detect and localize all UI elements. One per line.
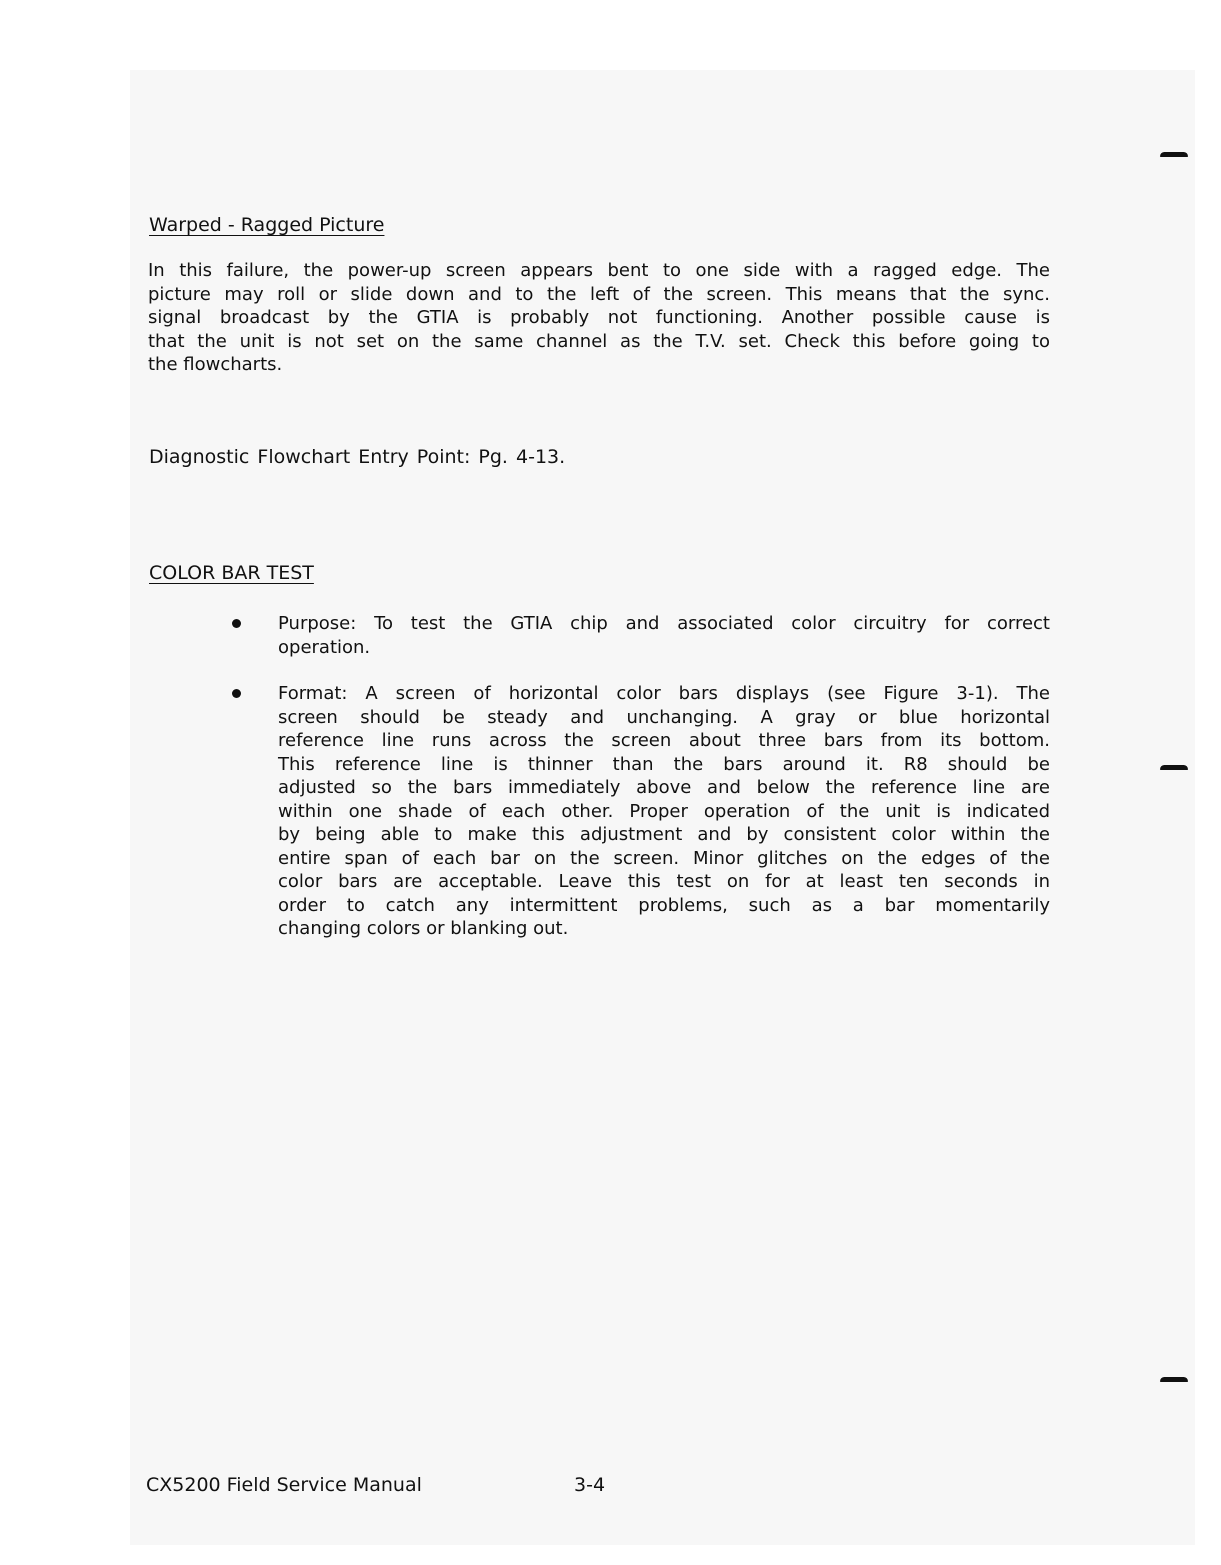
paragraph-line: picture may roll or slide down and to the left of the screen. This means that the sync. (148, 283, 1050, 305)
binder-hole-mark-top (1160, 152, 1188, 157)
format-line: This reference line is thinner than the bars around it. R8 should be (278, 753, 1050, 775)
section-heading-warped-picture: Warped - Ragged Picture (149, 214, 385, 236)
format-line: reference line runs across the screen about three bars from its bottom. (278, 730, 1050, 751)
paragraph-line: signal broadcast by the GTIA is probably not functioning. Another possible cause is (148, 307, 1050, 328)
paragraph-line: that the unit is not set on the same channel as the T.V. set. Check this before going to (148, 330, 1050, 352)
warped-picture-paragraph (148, 259, 1050, 377)
purpose-line: operation. (278, 636, 371, 658)
format-text (278, 682, 1050, 941)
format-line: entire span of each bar on the screen. Minor glitches on the edges of the (278, 847, 1050, 869)
format-line: Format: A screen of horizontal color bars displays (see Figure 3-1). The (278, 683, 1050, 704)
format-line: order to catch any intermittent problems, such as a bar momentarily (278, 894, 1050, 916)
binder-hole-mark-bottom (1160, 1377, 1188, 1382)
paragraph-line: In this failure, the power-up screen appears bent to one side with a ragged edge. The (148, 260, 1050, 281)
format-line: by being able to make this adjustment and by consistent color within the (278, 824, 1050, 845)
footer-manual-title: CX5200 Field Service Manual (146, 1474, 422, 1496)
flowchart-entry-point: Diagnostic Flowchart Entry Point: Pg. 4-13. (149, 446, 566, 468)
format-line: color bars are acceptable. Leave this test on for at least ten seconds in (278, 871, 1050, 892)
bullet-icon (232, 689, 241, 698)
purpose-line: Purpose: To test the GTIA chip and associated color circuitry for correct (278, 613, 1050, 634)
bullet-icon (232, 619, 241, 628)
footer-page-number: 3-4 (574, 1474, 606, 1496)
format-line: within one shade of each other. Proper operation of the unit is indicated (278, 800, 1050, 822)
format-line: screen should be steady and unchanging. A gray or blue horizontal (278, 706, 1050, 728)
format-line: changing colors or blanking out. (278, 918, 569, 939)
binder-hole-mark-middle (1160, 765, 1188, 770)
paragraph-line: the flowcharts. (148, 354, 283, 375)
format-line: adjusted so the bars immediately above and below the reference line are (278, 777, 1050, 798)
section-heading-color-bar-test: COLOR BAR TEST (149, 562, 314, 584)
purpose-text (278, 612, 1050, 659)
